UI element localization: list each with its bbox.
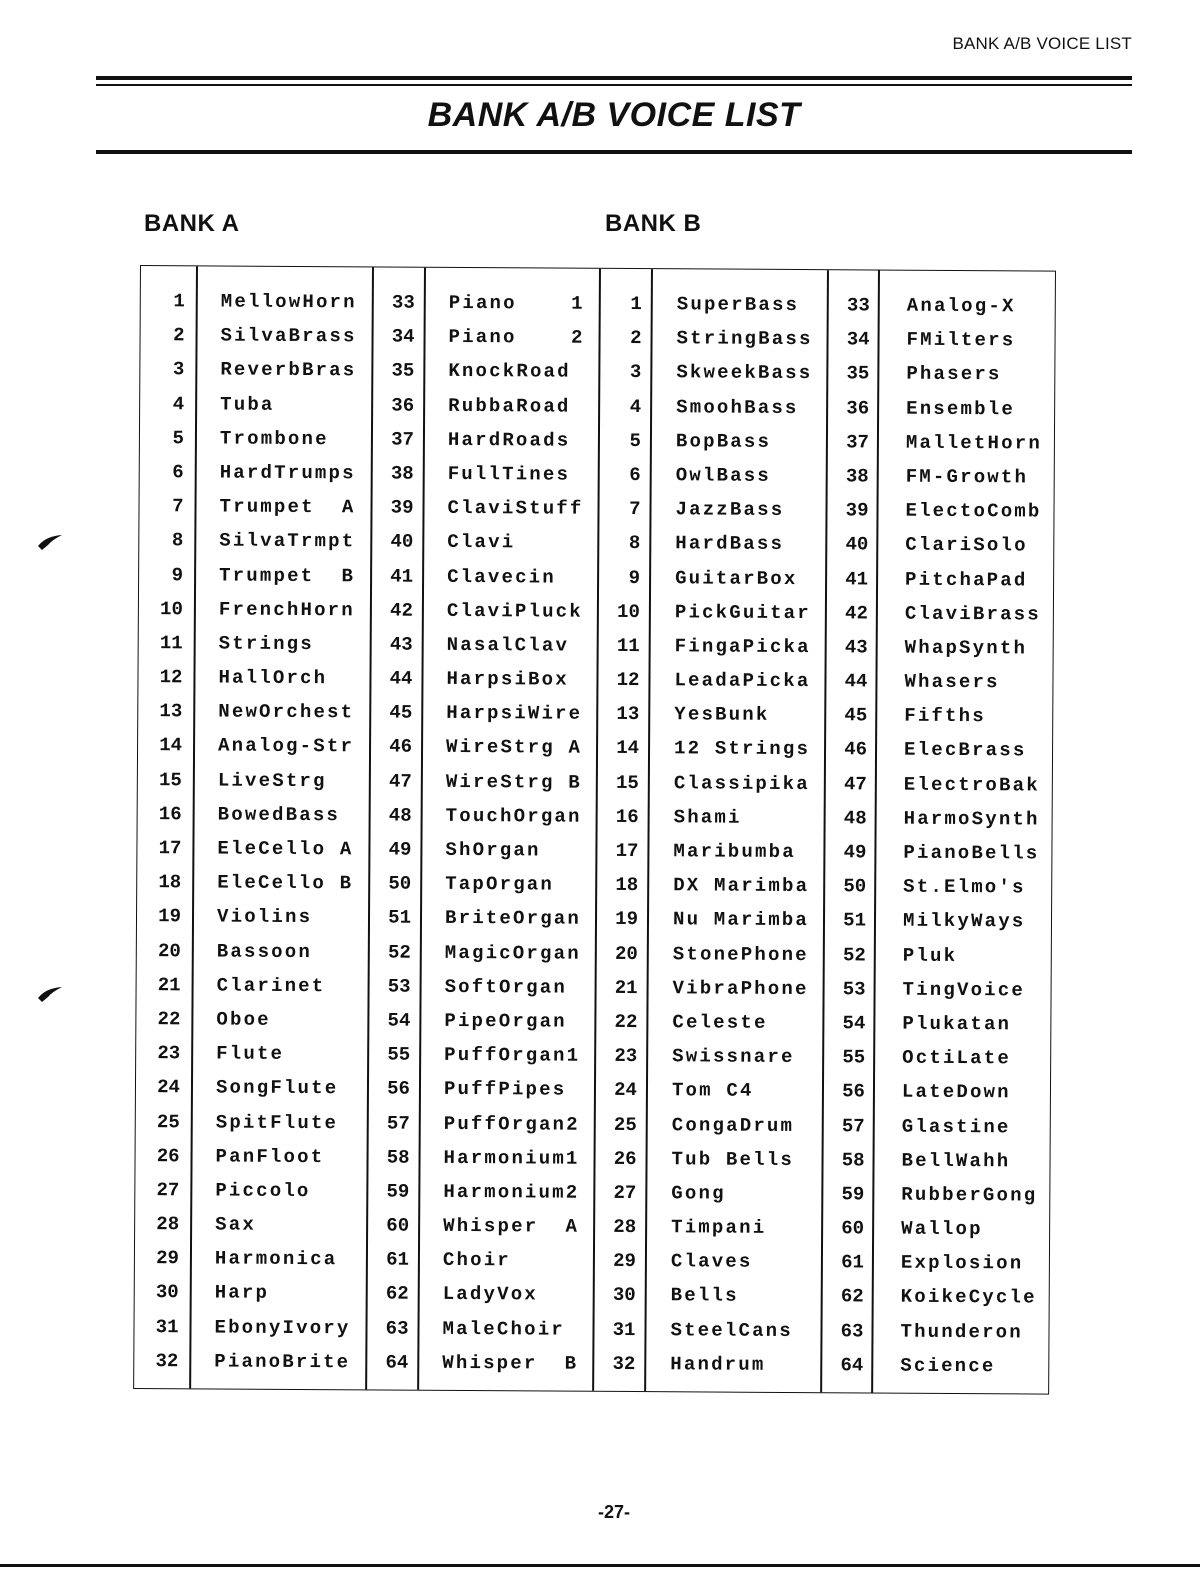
- voice-number: 54: [387, 1009, 411, 1032]
- voice-name: OwlBass: [675, 464, 772, 487]
- voice-number: 48: [843, 807, 867, 830]
- voice-number: 12: [616, 668, 640, 692]
- voice-number: 15: [158, 768, 182, 791]
- voice-name: WireStrg B: [445, 770, 582, 794]
- voice-number: 62: [385, 1282, 409, 1306]
- voice-name: BriteOrgan: [444, 907, 582, 931]
- voice-name: HarmoSynth: [903, 807, 1040, 831]
- voice-name: Gong: [671, 1182, 726, 1205]
- margin-arrow-icon: [36, 984, 64, 1004]
- voice-name: DX Marimba: [673, 874, 810, 898]
- voice-name: PuffOrgan2: [443, 1112, 580, 1136]
- voice-name: Swissnare: [672, 1045, 795, 1069]
- voice-name: Tom C4: [671, 1079, 754, 1103]
- voice-name: Glastine: [901, 1115, 1011, 1138]
- voice-name: FingaPicka: [674, 635, 811, 658]
- voice-name: Science: [900, 1354, 996, 1378]
- voice-number: 5: [172, 426, 185, 450]
- voice-number: 35: [846, 362, 870, 385]
- voice-name: Sax: [215, 1213, 257, 1236]
- voice-name: RubbaRoad: [448, 394, 571, 418]
- voice-name: BowedBass: [217, 803, 341, 827]
- voice-name: Clarinet: [216, 974, 326, 997]
- voice-name: ClaviBrass: [904, 602, 1041, 626]
- voice-name: HallOrch: [218, 666, 328, 690]
- voice-name: Handrum: [670, 1353, 766, 1376]
- voice-name: Trumpet A: [219, 495, 356, 519]
- voice-name: Oboe: [216, 1008, 271, 1031]
- voice-name: Harmonica: [214, 1247, 338, 1271]
- voice-number: 46: [389, 735, 413, 759]
- voice-number: 38: [845, 465, 869, 488]
- voice-name: MilkyWays: [902, 910, 1026, 933]
- voice-name: ClaviPluck: [446, 599, 583, 623]
- bank-a-names-1: [210, 284, 371, 1379]
- voice-name: Piano 1: [448, 291, 585, 315]
- voice-number: 42: [845, 602, 868, 625]
- voice-grid: [141, 284, 1055, 1378]
- voice-number: 6: [172, 461, 184, 484]
- voice-number: 20: [157, 939, 181, 962]
- voice-number: 57: [386, 1112, 410, 1135]
- voice-name: RubberGong: [901, 1183, 1038, 1207]
- header-rule-thin: [96, 84, 1132, 86]
- voice-number: 25: [613, 1113, 637, 1136]
- voice-name: Harmonium1: [443, 1146, 580, 1170]
- voice-name: KoikeCycle: [900, 1286, 1037, 1309]
- voice-name: HarpsiWire: [446, 702, 583, 725]
- voice-name: Trumpet B: [219, 563, 356, 587]
- voice-name: Bassoon: [216, 940, 313, 963]
- voice-name: 12 Strings: [673, 737, 811, 761]
- voice-name: Celeste: [672, 1011, 768, 1034]
- voice-number: 22: [157, 1008, 181, 1031]
- voice-number: 46: [844, 738, 868, 761]
- voice-number: 21: [614, 976, 638, 999]
- voice-number: 50: [388, 872, 412, 895]
- voice-name: YesBunk: [674, 703, 770, 727]
- voice-number: 16: [615, 805, 639, 828]
- voice-number: 14: [616, 737, 640, 760]
- voice-name: Pluk: [902, 944, 958, 967]
- voice-number: 36: [846, 396, 870, 420]
- voice-name: Nu Marimba: [672, 908, 810, 932]
- voice-name: MellowHorn: [220, 290, 357, 314]
- voice-name: FullTines: [447, 462, 571, 486]
- voice-name: PuffOrgan1: [444, 1043, 581, 1067]
- voice-number: 21: [157, 973, 181, 997]
- voice-name: Whisper B: [442, 1351, 579, 1375]
- voice-number: 27: [156, 1178, 180, 1202]
- voice-number: 34: [391, 325, 415, 348]
- voice-name: Classipika: [673, 771, 810, 795]
- voice-number: 61: [841, 1251, 864, 1274]
- voice-number: 3: [172, 358, 185, 381]
- voice-name: EleCello A: [217, 837, 354, 861]
- voice-name: ClariSolo: [905, 533, 1028, 557]
- voice-name: PitchaPad: [905, 568, 1028, 591]
- voice-number: 17: [615, 839, 639, 863]
- voice-number: 47: [843, 772, 867, 796]
- voice-name: ElecBrass: [903, 739, 1027, 762]
- voice-number: 36: [391, 394, 415, 417]
- voice-name: Thunderon: [900, 1320, 1023, 1344]
- voice-number: 29: [613, 1250, 636, 1273]
- voice-number: 18: [615, 874, 639, 897]
- voice-number: 9: [628, 566, 641, 589]
- voice-number: 54: [842, 1012, 866, 1035]
- voice-number: 35: [391, 359, 415, 383]
- voice-name: LiveStrg: [217, 769, 327, 792]
- voice-name: TouchOrgan: [445, 804, 582, 828]
- voice-number: 48: [388, 804, 412, 827]
- voice-name: PickGuitar: [674, 600, 811, 624]
- voice-number: 52: [387, 941, 411, 964]
- voice-name: Ensemble: [906, 397, 1016, 420]
- voice-number: 63: [840, 1319, 864, 1343]
- voice-name: SmoohBass: [676, 395, 799, 419]
- voice-name: Harp: [214, 1281, 270, 1305]
- voice-number: 51: [843, 909, 867, 932]
- voice-number: 7: [629, 498, 641, 521]
- voice-number: 28: [156, 1213, 180, 1236]
- voice-number: 33: [391, 291, 415, 314]
- voice-number: 23: [157, 1042, 181, 1065]
- voice-number: 45: [844, 704, 868, 727]
- voice-number: 19: [615, 908, 639, 931]
- voice-number: 43: [389, 633, 413, 656]
- voice-number: 24: [157, 1076, 181, 1099]
- voice-name: SteelCans: [670, 1318, 793, 1342]
- voice-number: 26: [156, 1144, 180, 1167]
- page-title: BANK A/B VOICE LIST: [427, 96, 801, 134]
- voice-table: [133, 265, 1056, 1395]
- voice-name: KnockRoad: [448, 360, 571, 384]
- voice-number: 1: [630, 292, 642, 316]
- voice-name: ElectoComb: [905, 499, 1042, 523]
- voice-name: EleCello B: [217, 871, 354, 895]
- voice-number: 1: [173, 290, 185, 313]
- voice-number: 62: [840, 1285, 864, 1308]
- voice-number: 6: [629, 463, 641, 486]
- voice-number: 18: [158, 871, 182, 894]
- voice-number: 64: [385, 1351, 409, 1374]
- voice-number: 9: [171, 563, 184, 586]
- voice-number: 2: [173, 324, 185, 347]
- voice-number: 19: [158, 905, 182, 928]
- voice-name: HardTrumps: [219, 461, 356, 485]
- voice-name: Trombone: [219, 427, 329, 450]
- voice-name: FM-Growth: [905, 465, 1029, 489]
- voice-name: SpitFlute: [215, 1110, 339, 1134]
- voice-name: PianoBrite: [214, 1350, 351, 1374]
- voice-name: HardBass: [675, 532, 785, 556]
- voice-name: SongFlute: [215, 1076, 339, 1100]
- voice-number: 28: [613, 1215, 637, 1239]
- voice-name: Clavi: [447, 531, 516, 554]
- voice-number: 13: [616, 703, 640, 726]
- voice-number: 33: [846, 294, 870, 317]
- voice-name: NasalClav: [446, 633, 570, 657]
- voice-name: LadyVox: [442, 1283, 539, 1306]
- voice-number: 47: [388, 770, 412, 793]
- voice-number: 45: [389, 701, 413, 724]
- voice-number: 3: [629, 361, 642, 384]
- voice-name: Fifths: [904, 704, 986, 728]
- voice-number: 39: [390, 496, 414, 519]
- voice-number: 59: [386, 1180, 410, 1203]
- header-rule-thick: [96, 76, 1132, 80]
- voice-name: Tub Bells: [671, 1147, 795, 1171]
- voice-number: 63: [385, 1317, 409, 1340]
- voice-name: OctiLate: [902, 1046, 1012, 1070]
- voice-name: NewOrchest: [218, 700, 355, 724]
- voice-number: 22: [614, 1010, 638, 1033]
- voice-number: 7: [172, 495, 184, 518]
- voice-number: 25: [156, 1110, 180, 1133]
- voice-name: FrenchHorn: [218, 598, 355, 622]
- voice-number: 49: [388, 838, 412, 861]
- voice-number: 55: [387, 1043, 411, 1066]
- voice-number: 11: [159, 632, 183, 655]
- voice-name: St.Elmo's: [903, 875, 1026, 899]
- voice-number: 58: [386, 1146, 410, 1169]
- voice-name: Whisper A: [443, 1214, 580, 1238]
- bank-a-heading: BANK A: [144, 210, 240, 237]
- voice-name: Violins: [216, 905, 313, 929]
- voice-number: 42: [390, 599, 413, 622]
- voice-number: 44: [844, 670, 868, 693]
- voice-name: LateDown: [901, 1080, 1011, 1104]
- voice-number: 8: [628, 532, 641, 555]
- voice-number: 39: [845, 499, 869, 522]
- voice-number: 8: [171, 529, 184, 552]
- voice-number: 53: [387, 975, 411, 998]
- voice-name: ReverbBras: [220, 358, 357, 382]
- voice-name: LeadaPicka: [674, 669, 811, 693]
- footer-rule: [0, 1564, 1200, 1567]
- voice-name: SilvaBrass: [220, 324, 357, 348]
- voice-number: 44: [389, 667, 413, 690]
- bank-a-numbers-2: [368, 285, 415, 1379]
- voice-number: 60: [386, 1214, 410, 1237]
- column-divider: [189, 266, 197, 1388]
- voice-name: SilvaTrmpt: [219, 529, 356, 553]
- voice-name: Explosion: [900, 1251, 1024, 1275]
- voice-name: VibraPhone: [672, 977, 809, 1000]
- bank-b-names-2: [896, 289, 1057, 1384]
- voice-number: 11: [616, 634, 640, 657]
- voice-number: 53: [842, 978, 866, 1001]
- voice-number: 30: [612, 1284, 636, 1307]
- voice-name: SuperBass: [676, 293, 800, 317]
- voice-name: GuitarBox: [675, 566, 798, 590]
- voice-number: 2: [630, 327, 642, 350]
- voice-number: 40: [845, 533, 869, 556]
- voice-number: 56: [842, 1080, 866, 1103]
- voice-number: 59: [841, 1183, 865, 1206]
- voice-number: 38: [390, 462, 414, 485]
- voice-number: 16: [158, 802, 182, 826]
- voice-number: 57: [841, 1114, 865, 1137]
- voice-name: TapOrgan: [445, 873, 555, 896]
- voice-name: Clavecin: [447, 565, 556, 589]
- voice-name: PipeOrgan: [444, 1009, 567, 1033]
- voice-number: 64: [840, 1354, 864, 1377]
- voice-name: SkweekBass: [676, 361, 813, 385]
- voice-number: 13: [159, 700, 183, 723]
- voice-number: 10: [160, 597, 183, 620]
- voice-name: Strings: [218, 632, 314, 655]
- voice-number: 23: [614, 1045, 638, 1068]
- voice-name: Wallop: [901, 1217, 983, 1241]
- voice-name: Plukatan: [902, 1012, 1012, 1036]
- voice-number: 58: [841, 1148, 865, 1172]
- voice-number: 56: [387, 1077, 411, 1100]
- voice-number: 20: [614, 942, 638, 965]
- voice-number: 51: [388, 906, 412, 930]
- voice-number: 43: [844, 636, 868, 659]
- voice-name: ShOrgan: [445, 838, 541, 862]
- voice-name: EbonyIvory: [214, 1316, 351, 1339]
- running-head: BANK A/B VOICE LIST: [952, 34, 1132, 53]
- voice-number: 14: [159, 734, 183, 757]
- bank-a-numbers-1: [134, 284, 185, 1378]
- voice-number: 60: [841, 1217, 865, 1240]
- voice-number: 49: [843, 841, 867, 864]
- voice-number: 29: [156, 1247, 179, 1270]
- voice-name: WhapSynth: [904, 636, 1028, 660]
- voice-number: 61: [386, 1248, 409, 1271]
- voice-name: Claves: [670, 1250, 753, 1274]
- voice-name: Piccolo: [215, 1179, 311, 1202]
- voice-name: TingVoice: [902, 978, 1026, 1002]
- voice-name: Piano 2: [448, 326, 585, 349]
- voice-name: WireStrg A: [445, 736, 583, 760]
- voice-number: 50: [843, 875, 867, 898]
- voice-number: 52: [842, 943, 866, 967]
- voice-name: FMilters: [906, 328, 1016, 352]
- voice-name: Bells: [670, 1284, 739, 1308]
- voice-name: Whasers: [904, 670, 1000, 694]
- voice-number: 34: [846, 328, 870, 351]
- voice-number: 31: [612, 1318, 636, 1341]
- bank-b-heading: BANK B: [605, 210, 702, 237]
- voice-name: Harmonium2: [443, 1180, 580, 1204]
- voice-name: Phasers: [906, 363, 1002, 386]
- voice-name: MaleChoir: [442, 1317, 565, 1341]
- voice-name: StonePhone: [672, 942, 809, 966]
- voice-number: 5: [629, 429, 642, 452]
- voice-name: MalletHorn: [905, 431, 1043, 455]
- voice-name: PianoBells: [903, 841, 1040, 865]
- voice-number: 10: [617, 600, 640, 623]
- voice-name: BopBass: [675, 430, 772, 453]
- voice-number: 55: [842, 1046, 866, 1069]
- voice-name: HardRoads: [447, 428, 571, 452]
- voice-number: 32: [155, 1349, 179, 1373]
- voice-number: 30: [155, 1281, 179, 1304]
- voice-name: Flute: [216, 1042, 285, 1066]
- voice-name: CongaDrum: [671, 1113, 795, 1137]
- margin-arrow-icon: [36, 532, 64, 552]
- voice-name: SoftOrgan: [444, 975, 568, 999]
- column-divider: [871, 271, 879, 1393]
- voice-number: 27: [613, 1181, 637, 1204]
- voice-number: 12: [159, 666, 183, 689]
- voice-name: BellWahh: [901, 1149, 1011, 1173]
- page-number: -27-: [597, 1502, 630, 1522]
- bank-b-names-1: [666, 287, 827, 1382]
- voice-number: 26: [613, 1147, 637, 1170]
- voice-name: StringBass: [676, 327, 813, 351]
- voice-name: Choir: [442, 1249, 512, 1272]
- voice-name: ClaviStuff: [447, 497, 584, 520]
- voice-name: Analog-Str: [217, 734, 355, 758]
- voice-number: 41: [390, 565, 414, 588]
- voice-number: 31: [155, 1315, 179, 1338]
- voice-number: 37: [846, 431, 869, 454]
- bank-b-numbers-1: [595, 287, 642, 1381]
- voice-number: 4: [172, 392, 185, 415]
- voice-number: 41: [845, 567, 869, 590]
- voice-name: MagicOrgan: [444, 941, 581, 965]
- voice-name: HarpsiBox: [446, 667, 569, 691]
- voice-number: 24: [614, 1079, 638, 1102]
- voice-name: Timpani: [671, 1216, 767, 1239]
- voice-number: 32: [612, 1352, 636, 1375]
- voice-name: JazzBass: [675, 498, 785, 522]
- voice-name: Shami: [673, 806, 742, 829]
- bank-b-numbers-2: [823, 288, 870, 1382]
- voice-number: 17: [158, 837, 182, 860]
- voice-name: Analog-X: [906, 294, 1016, 318]
- voice-number: 40: [390, 530, 414, 553]
- voice-number: 4: [629, 395, 642, 418]
- voice-name: Tuba: [220, 393, 275, 416]
- title-rule: [96, 150, 1132, 154]
- column-divider: [417, 268, 425, 1390]
- voice-number: 37: [391, 428, 415, 451]
- voice-name: PuffPipes: [443, 1078, 567, 1101]
- bank-a-names-2: [438, 286, 599, 1381]
- voice-name: PanFloot: [215, 1145, 325, 1168]
- voice-name: Maribumba: [673, 840, 796, 864]
- voice-number: 15: [615, 771, 639, 794]
- voice-name: ElectroBak: [903, 773, 1040, 797]
- column-divider: [644, 269, 652, 1391]
